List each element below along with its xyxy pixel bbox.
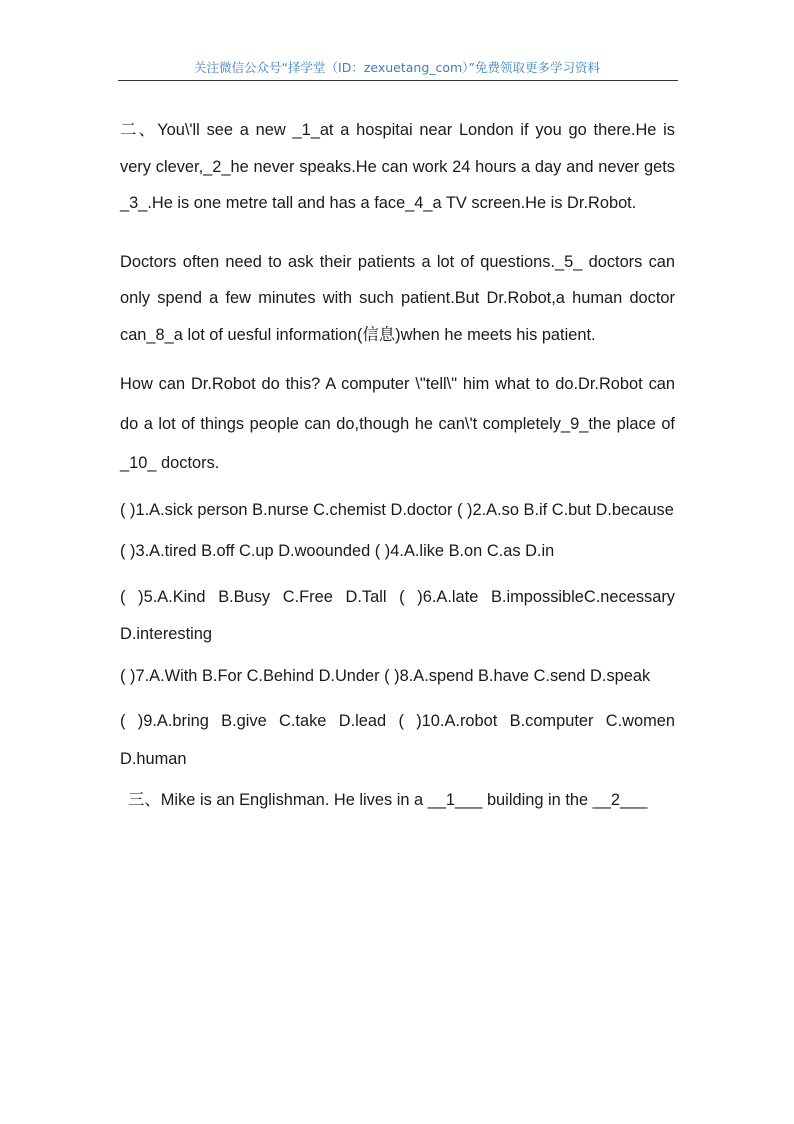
document-body	[120, 112, 675, 820]
section3-intro: 三、Mike is an Englishman. He lives in a __1___ building in the __2___	[128, 791, 648, 809]
section2-paragraph-2: Doctors often need to ask their patients a lot of questions._5_ doctors can only spend a few minutes with such patient.But Dr.Robot,a human doctor can_8_a lot of uesful information(信息)when he meets his patient.	[120, 252, 675, 344]
question-row-3-4: ( )3.A.tired B.off C.up D.woounded ( )4.A.like B.on C.as D.in	[120, 542, 555, 560]
header-divider	[118, 80, 678, 81]
question-row-1-2: ( )1.A.sick person B.nurse C.chemist D.doctor ( )2.A.so B.if C.but D.because	[120, 500, 674, 519]
section2-paragraph-1: 二、You\'ll see a new _1_at a hospitai near London if you go there.He is very clever,_2_he never speaks.He can work 24 hours a day and never gets _3_.He is one metre tall and has a face_4_a TV screen.He is Dr.Robot.	[120, 121, 675, 212]
page-header: 关注微信公众号“择学堂（ID：zexuetang_com）”免费领取更多学习资料	[194, 60, 600, 75]
question-row-7-8: ( )7.A.With B.For C.Behind D.Under ( )8.A.spend B.have C.send D.speak	[120, 666, 651, 685]
section2-paragraph-3: How can Dr.Robot do this? A computer \"tell\" him what to do.Dr.Robot can do a lot of things people can do,though he can\'t completely_9_the place of _10_ doctors.	[120, 375, 675, 472]
question-row-9-10: ( )9.A.bring B.give C.take D.lead ( )10.A.robot B.computer C.women D.human	[120, 712, 675, 768]
question-row-5-6: ( )5.A.Kind B.Busy C.Free D.Tall ( )6.A.late B.impossibleC.necessary D.interesting	[120, 587, 675, 643]
